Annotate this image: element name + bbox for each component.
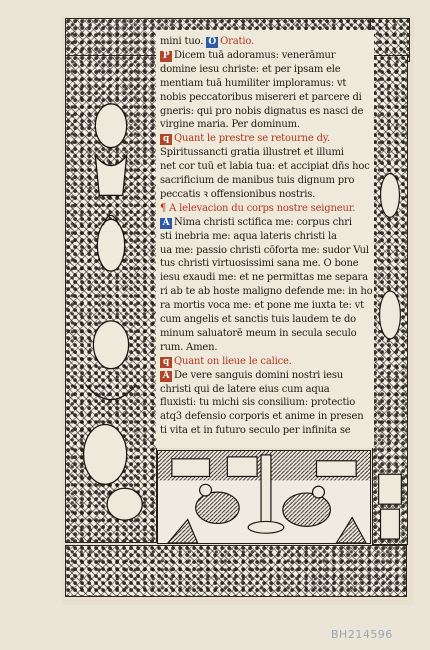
elevation-woodcut-scene <box>157 450 371 544</box>
initial-letter: P <box>160 51 172 62</box>
text-line <box>160 107 363 117</box>
right-border-figures <box>373 56 407 544</box>
text-segment: Nima christi sctifica me: corpus chri <box>174 216 352 228</box>
text-line <box>160 37 254 48</box>
text-line <box>160 273 368 283</box>
text-line <box>160 204 355 214</box>
rubric-text: A lelevacion du corps nostre seigneur. <box>169 202 356 214</box>
text-segment: tus christi virtuosissimi sana me. O bone <box>160 258 359 270</box>
text-segment: fluxisti: tu michi sis consilium: protectio <box>160 397 356 409</box>
text-segment: Dicem tuā adoramus: venerāmur <box>174 49 336 61</box>
text-line <box>160 357 292 368</box>
text-line <box>160 398 355 408</box>
initial-letter: q <box>160 357 172 368</box>
text-line <box>160 343 217 353</box>
text-line <box>160 190 315 200</box>
text-segment: rum. Amen. <box>160 341 218 353</box>
initial-letter: A <box>160 371 172 382</box>
text-segment: ua me: passio christi cōforta me: sudor Vul <box>160 244 369 256</box>
left-border-figures <box>66 56 156 542</box>
latin-text-block <box>160 33 372 453</box>
text-line <box>160 287 372 297</box>
text-segment: net cor tuū et labia tua: et accipiat dñs hoc <box>160 161 370 173</box>
text-segment: Spiritussancti gratia illustret et illumi <box>160 147 344 159</box>
bottom-border-woodcut <box>65 545 407 597</box>
text-line <box>160 79 346 89</box>
mass-scene-drawing <box>158 451 370 543</box>
text-segment: sacrificium de manibus tuis dignum pro <box>160 175 355 186</box>
text-line <box>160 329 357 339</box>
text-segment: atq3 defensio corporis et anime in presen <box>160 411 364 423</box>
right-border-woodcut <box>372 55 408 545</box>
text-segment: ri ab te ab hoste maligno defende me: in ho <box>160 286 372 298</box>
text-line <box>160 51 335 62</box>
text-line <box>160 134 330 145</box>
rubric-text: Oratio. <box>220 36 254 47</box>
text-segment: sti inebria me: aqua lateris christi la <box>160 230 337 242</box>
text-line <box>160 176 354 186</box>
text-line <box>160 385 330 395</box>
rubric-text: Quant le prestre se retourne dy. <box>174 133 330 145</box>
text-line <box>160 162 370 172</box>
text-segment: ra mortis voca me: et pone me iuxta te: vt <box>160 300 364 312</box>
text-segment: cum angelis et sanctis tuis laudem te do <box>160 314 356 325</box>
text-line <box>160 232 337 242</box>
text-segment: virgine maria. Per dominum. <box>160 119 300 131</box>
initial-letter: O <box>206 37 218 48</box>
text-segment: nobis peccatoribus misereri et parcere di <box>160 91 362 103</box>
text-line <box>160 259 358 269</box>
text-line <box>160 301 364 311</box>
text-line <box>160 246 369 256</box>
text-line <box>160 371 343 382</box>
text-segment: christi qui de latere eius cum aqua <box>160 383 330 395</box>
text-segment: minum saluatorē meum in secula seculo <box>160 327 357 339</box>
text-line <box>160 426 350 436</box>
text-segment: gneris: qui pro nobis dignatus es nasci de <box>160 105 364 117</box>
initial-letter: q <box>160 134 172 145</box>
text-line <box>160 93 362 103</box>
text-segment: mentiam tuā humiliter imploramus: vt <box>160 77 347 89</box>
catalog-number: BH214596 <box>331 628 393 641</box>
text-segment: domine iesu christe: et per ipsam ele <box>160 63 341 75</box>
text-segment: ti vita et in futuro seculo per infinita se <box>160 425 351 437</box>
text-segment: peccatis ꝛ offensionibus nostris. <box>160 188 316 200</box>
text-line <box>160 120 300 130</box>
text-line <box>160 148 344 158</box>
text-line <box>160 412 363 422</box>
rubric-bullet: ¶ <box>160 202 170 214</box>
text-segment: mini tuo. <box>160 36 207 47</box>
text-line <box>160 65 341 75</box>
text-line <box>160 315 356 325</box>
text-line <box>160 218 352 229</box>
rubric-text: Quant on lieue le calice. <box>174 355 292 367</box>
text-segment: iesu exaudi me: et ne permittas me separa <box>160 272 368 284</box>
initial-letter: A <box>160 218 172 229</box>
text-segment: De vere sanguis domini nostri iesu <box>174 369 344 381</box>
left-border-woodcut <box>65 55 157 543</box>
